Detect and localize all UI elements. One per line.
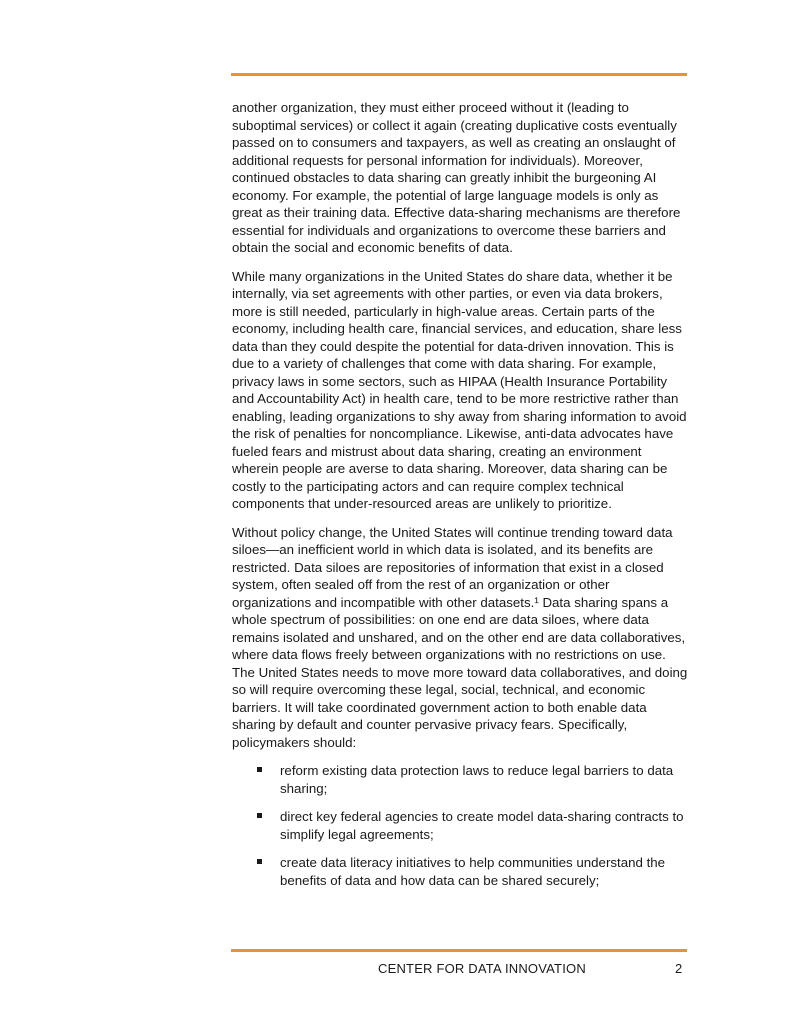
list-item [280,854,688,889]
recommendation-list [232,762,688,889]
paragraph: Without policy change, the United States will continue trending toward data siloes—an inefficient world in which data is isolated, and its benefits are restricted. Data siloes are repositories of information that exist in a closed system, often sealed off from the rest of an organization or other organizations and incompatible with other datasets.¹ Data sharing spans a whole spectrum of possibilities: on one end are data siloes, where data remains isolated and unshared, and on the other end are data collaboratives, where data flows freely between organizations with no restrictions on use. The United States needs to move more toward data collaboratives, and doing so will require overcoming these legal, social, technical, and economic barriers. It will take coordinated government action to both enable data sharing by default and counter pervasive privacy fears. Specifically, policymakers should: [232,524,688,750]
paragraph: While many organizations in the United States do share data, whether it be internally, via set agreements with other parties, or even via data brokers, more is still needed, particularly in high-value areas. Certain parts of the economy, including health care, financial services, and education, share less data than they could despite the potential for data-driven innovation. This is due to a variety of challenges that come with data sharing. For example, privacy laws in some sectors, such as HIPAA (Health Insurance Portability and Accountability Act) in health care, tend to be more restrictive rather than enabling, leading organizations to shy away from sharing information to avoid the risk of penalties for noncompliance. Likewise, anti-data advocates have fueled fears and mistrust about data sharing, creating an environment wherein people are averse to data sharing. Moreover, data sharing can be costly to the participating actors and can require complex technical components that under-resourced areas are unlikely to prioritize. [232,268,687,511]
square-bullet-icon [257,767,262,772]
list-item-text: direct key federal agencies to create model data-sharing contracts to simplify legal agreements; [280,809,684,842]
list-item [280,762,688,797]
page-number: 2 [675,961,683,976]
body-text [232,99,688,900]
square-bullet-icon [257,813,262,818]
paragraph: another organization, they must either proceed without it (leading to suboptimal services) or collect it again (creating duplicative costs eventually passed on to consumers and taxpayers, as well as creating an onslaught of additional requests for personal information for individuals). Moreover, continued obstacles to data sharing can greatly inhibit the burgeoning AI economy. For example, the potential of large language models is only as great as their training data. Effective data-sharing mechanisms are therefore essential for individuals and organizations to overcome these barriers and obtain the social and economic benefits of data. [232,100,681,255]
list-item [280,808,688,843]
footer-rule [231,949,687,952]
header-rule [231,73,687,76]
footer-organization: CENTER FOR DATA INNOVATION [378,961,586,976]
list-item-text: create data literacy initiatives to help communities understand the benefits of data and how data can be shared securely; [280,855,666,888]
list-item-text: reform existing data protection laws to reduce legal barriers to data sharing; [280,763,674,796]
square-bullet-icon [257,859,262,864]
